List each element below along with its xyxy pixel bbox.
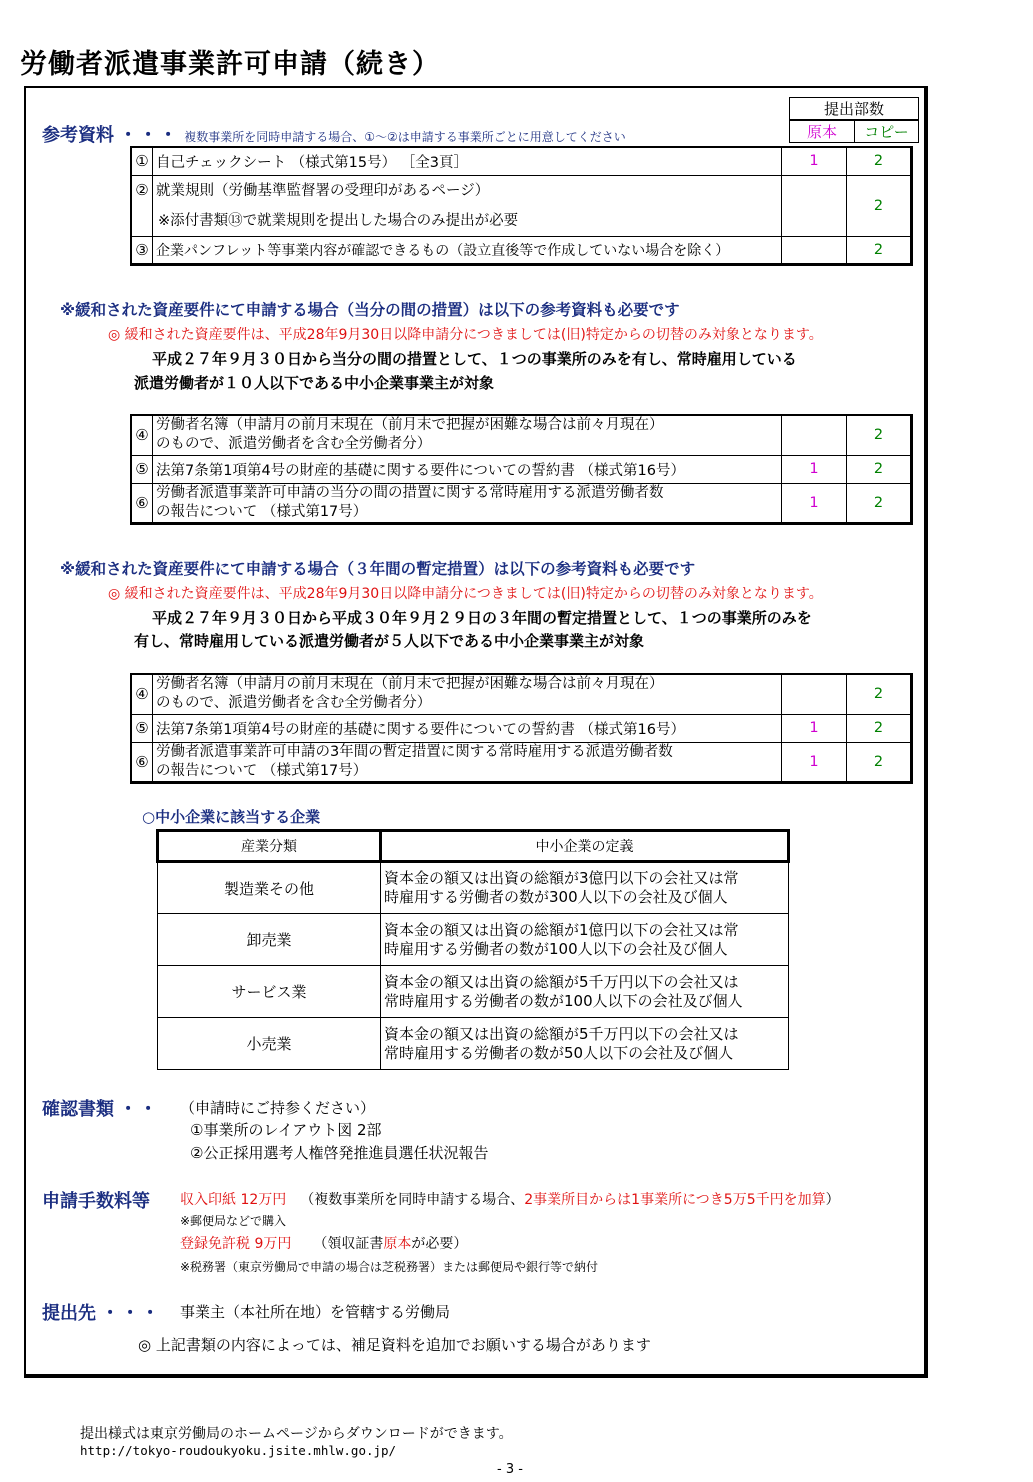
- fees-tax-note-b: 原本: [383, 1236, 412, 1252]
- copy-count: 2: [847, 175, 912, 236]
- sme-table: [156, 829, 790, 1070]
- copy-count: 2: [847, 483, 912, 523]
- sme-definition-line1: 資本金の額又は出資の総額が5千万円以下の会社又は: [384, 1024, 739, 1043]
- row-text: [153, 483, 782, 523]
- original-count: [782, 674, 847, 714]
- section2-heading: ※緩和された資産要件にて申請する場合（３年間の暫定措置）は以下の参考資料も必要です: [60, 560, 696, 578]
- original-count: 1: [782, 147, 847, 175]
- fees-tax: 登録免許税 9万円: [180, 1236, 292, 1252]
- reference-table: [130, 146, 913, 266]
- confirm-dots: ・・: [119, 1099, 160, 1120]
- row-number: ④: [131, 415, 153, 455]
- table-row: [131, 483, 912, 523]
- row-text-line1: 労働者名簿（申請月の前月末現在（前月末で把握が困難な場合は前々月現在）: [156, 417, 664, 434]
- table-row: [131, 415, 912, 455]
- section1-notice: ◎ 緩和された資産要件は、平成28年9月30日以降申請分につきましては(旧)特定からの切替のみ対象となります。: [108, 327, 823, 343]
- table-row: [158, 966, 789, 1018]
- row-number: ④: [131, 674, 153, 714]
- sme-definition-line1: 資本金の額又は出資の総額が5千万円以下の会社又は: [384, 972, 739, 991]
- sme-industry: 小売業: [158, 1018, 381, 1070]
- section2-notice: ◎ 緩和された資産要件は、平成28年9月30日以降申請分につきましては(旧)特定からの切替のみ対象となります。: [108, 586, 823, 602]
- copy-count: 2: [847, 147, 912, 175]
- fees-stamp-line: [180, 1189, 840, 1209]
- confirm-note: （申請時にご持参ください）: [180, 1099, 376, 1117]
- table-row: [131, 175, 912, 236]
- table-row: [158, 1018, 789, 1070]
- copy-header: コピー: [855, 120, 919, 143]
- row-text-line1: 労働者名簿（申請月の前月末現在（前月末で把握が困難な場合は前々月現在）: [156, 676, 664, 693]
- sme-definition-line2: 時雇用する労働者の数が100人以下の会社及び個人: [384, 939, 728, 958]
- dest-text: 事業主（本社所在地）を管轄する労働局: [180, 1303, 451, 1321]
- row-text: [153, 175, 782, 236]
- table-row: [131, 147, 912, 175]
- fees-stamp-sub: ※郵便局などで購入: [180, 1214, 287, 1228]
- sme-definition-line2: 常時雇用する労働者の数が50人以下の会社及び個人: [384, 1043, 734, 1062]
- table-row: [131, 742, 912, 782]
- original-count: 1: [782, 742, 847, 782]
- sme-col-industry: 産業分類: [158, 831, 381, 862]
- row-number: ⑤: [131, 455, 153, 483]
- page-number: - 3 -: [497, 1462, 523, 1477]
- reference-label: 参考資料: [42, 125, 114, 146]
- section2-desc1: 平成２７年９月３０日から平成３０年９月２９日の３年間の暫定措置として、１つの事業所のみを: [152, 609, 812, 627]
- table-row: [158, 914, 789, 966]
- sme-definition: [381, 862, 789, 914]
- sme-definition-line2: 時雇用する労働者の数が300人以下の会社及び個人: [384, 888, 728, 906]
- sme-header-row: [158, 831, 789, 862]
- fees-tax-line: [180, 1233, 467, 1253]
- row-number: ①: [131, 147, 153, 175]
- reference-heading: [42, 121, 626, 147]
- row-text: [153, 415, 782, 455]
- sme-industry: 製造業その他: [158, 862, 381, 914]
- dest-note: ◎ 上記書類の内容によっては、補足資料を追加でお願いする場合があります: [138, 1336, 651, 1354]
- table-row: [131, 714, 912, 742]
- section1-table: [130, 414, 913, 525]
- page-title: 労働者派遣事業許可申請（続き）: [20, 49, 440, 80]
- row-text: 自己チェックシート （様式第15号） ［全3頁］: [153, 147, 782, 175]
- submit-count-header: [789, 97, 919, 143]
- sme-heading: ○中小企業に該当する企業: [142, 808, 321, 826]
- original-count: 1: [782, 483, 847, 523]
- fees-tax-note-a: （領収証書: [313, 1236, 384, 1252]
- copy-count: 2: [847, 415, 912, 455]
- original-count: [782, 236, 847, 264]
- row-text-line2: ※添付書類⑬で就業規則を提出した場合のみ提出が必要: [158, 212, 519, 229]
- dest-heading: [42, 1299, 161, 1325]
- table-row: [131, 674, 912, 714]
- original-count: [782, 415, 847, 455]
- copy-count: 2: [847, 714, 912, 742]
- row-text: 企業パンフレット等事業内容が確認できるもの（設立直後等で作成していない場合を除く）: [153, 236, 782, 264]
- original-count: [782, 175, 847, 236]
- fees-stamp-note-b: 2事業所目からは1事業所につき5万5千円を加算: [524, 1192, 826, 1208]
- sme-definition-line1: 資本金の額又は出資の総額が3億円以下の会社又は常: [384, 869, 739, 887]
- sme-definition: [381, 1018, 789, 1070]
- fees-stamp: 収入印紙 12万円: [180, 1192, 287, 1208]
- row-number: ⑥: [131, 742, 153, 782]
- original-count: 1: [782, 714, 847, 742]
- row-text-line1: 労働者派遣事業許可申請の当分の間の措置に関する常時雇用する派遣労働者数: [156, 484, 664, 501]
- submit-count-label: 提出部数: [790, 98, 919, 121]
- reference-note: 複数事業所を同時申請する場合、①～②は申請する事業所ごとに用意してください: [184, 130, 626, 144]
- copy-count: 2: [847, 455, 912, 483]
- sme-definition: [381, 914, 789, 966]
- footer-url[interactable]: http://tokyo-roudoukyoku.jsite.mhlw.go.jp/: [80, 1443, 397, 1458]
- confirm-heading: [42, 1095, 159, 1121]
- row-number: ⑥: [131, 483, 153, 523]
- row-text-line2: のもので、派遣労働者を含む全労働者分）: [156, 695, 432, 712]
- fees-tax-note-c: が必要）: [411, 1236, 468, 1252]
- row-text: 法第7条第1項第4号の財産的基礎に関する要件についての誓約書 （様式第16号）: [153, 455, 782, 483]
- row-text-line1: 労働者派遣事業許可申請の3年間の暫定措置に関する常時雇用する派遣労働者数: [156, 743, 673, 760]
- table-row: [158, 862, 789, 914]
- dest-dots: ・・・: [101, 1303, 162, 1324]
- row-text-line2: のもので、派遣労働者を含む全労働者分）: [156, 436, 432, 453]
- sme-definition-line1: 資本金の額又は出資の総額が1億円以下の会社又は常: [384, 920, 739, 939]
- fees-stamp-note-c: ）: [825, 1192, 840, 1208]
- sme-industry: サービス業: [158, 966, 381, 1018]
- section2-table: [130, 673, 913, 784]
- section1-desc2: 派遣労働者が１０人以下である中小企業事業主が対象: [134, 374, 495, 392]
- original-header: 原本: [790, 120, 855, 143]
- copy-count: 2: [847, 674, 912, 714]
- confirm-item1: ①事業所のレイアウト図 2部: [190, 1121, 382, 1139]
- copy-count: 2: [847, 236, 912, 264]
- row-text-line2: の報告について （様式第17号）: [156, 762, 368, 779]
- table-row: [131, 455, 912, 483]
- dest-label: 提出先: [42, 1303, 96, 1324]
- copy-count: 2: [847, 742, 912, 782]
- confirm-item2: ②公正採用選考人権啓発推進員選任状況報告: [190, 1144, 489, 1162]
- row-text-line1: 就業規則（労働基準監督署の受理印があるページ）: [156, 182, 490, 199]
- fees-tax-sub: ※税務署（東京労働局で申請の場合は芝税務署）または郵便局や銀行等で納付: [180, 1260, 599, 1274]
- fees-label: 申請手数料等: [42, 1191, 150, 1212]
- row-number: ③: [131, 236, 153, 264]
- sme-col-definition: 中小企業の定義: [381, 831, 789, 862]
- row-text: [153, 674, 782, 714]
- reference-dots: ・・・: [119, 125, 180, 146]
- row-number: ②: [131, 175, 153, 236]
- footer-line1: 提出様式は東京労働局のホームページからダウンロードができます。: [80, 1426, 513, 1442]
- row-text: [153, 742, 782, 782]
- section2-desc2: 有し、常時雇用している派遣労働者が５人以下である中小企業事業主が対象: [134, 632, 645, 650]
- sme-definition: [381, 966, 789, 1018]
- row-text: 法第7条第1項第4号の財産的基礎に関する要件についての誓約書 （様式第16号）: [153, 714, 782, 742]
- original-count: 1: [782, 455, 847, 483]
- sme-industry: 卸売業: [158, 914, 381, 966]
- row-number: ⑤: [131, 714, 153, 742]
- confirm-label: 確認書類: [42, 1099, 114, 1120]
- sme-definition-line2: 常時雇用する労働者の数が100人以下の会社及び個人: [384, 991, 743, 1010]
- section1-desc1: 平成２７年９月３０日から当分の間の措置として、１つの事業所のみを有し、常時雇用している: [152, 350, 797, 368]
- row-text-line2: の報告について （様式第17号）: [156, 503, 368, 520]
- table-row: [131, 236, 912, 264]
- fees-stamp-note-a: （複数事業所を同時申請する場合、: [300, 1192, 525, 1208]
- section1-heading: ※緩和された資産要件にて申請する場合（当分の間の措置）は以下の参考資料も必要です: [60, 301, 680, 319]
